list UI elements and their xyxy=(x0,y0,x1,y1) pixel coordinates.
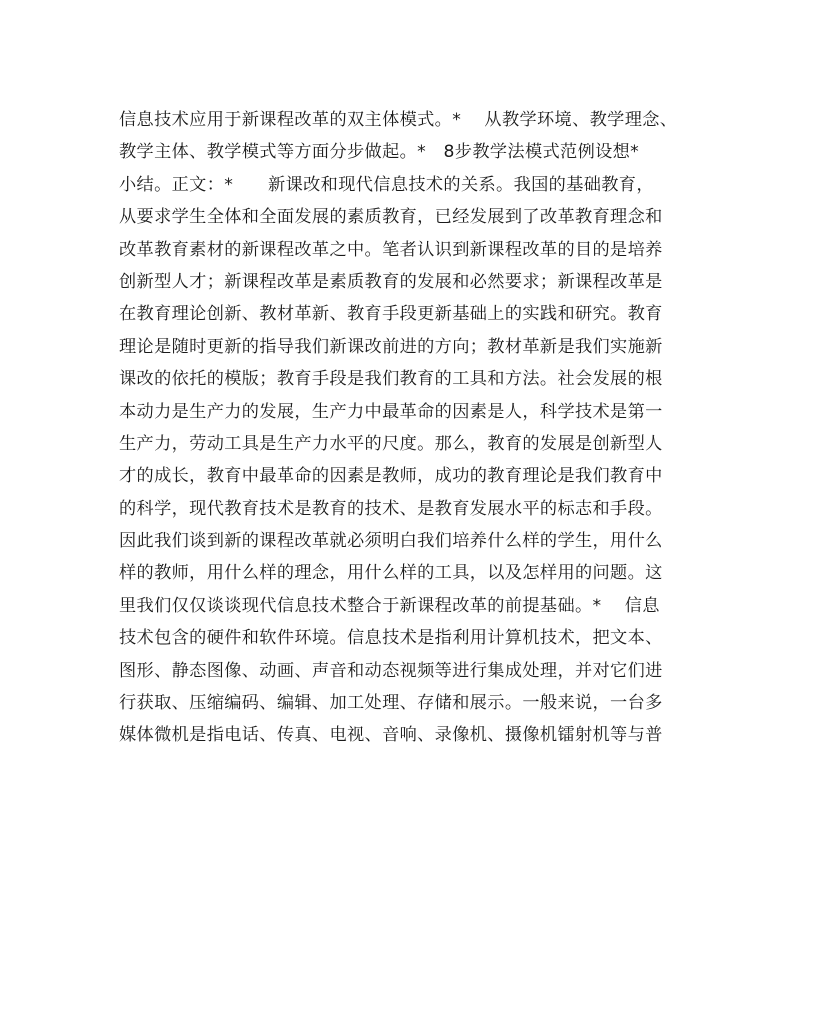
text-line: 样的教师，用什么样的理念，用什么样的工具，以及怎样用的问题。这 xyxy=(119,563,663,584)
text-line: 创新型人才；新课程改革是素质教育的发展和必然要求；新课程改革是 xyxy=(119,271,663,292)
body-text xyxy=(119,104,709,752)
text-line: 本动力是生产力的发展，生产力中最革命的因素是人，科学技术是第一 xyxy=(119,401,663,422)
text-line: 理论是随时更新的指导我们新课改前进的方向；教材革新是我们实施新 xyxy=(119,336,663,357)
text-line: 图形、静态图像、动画、声音和动态视频等进行集成处理，并对它们进 xyxy=(119,660,663,681)
text-line: 生产力，劳动工具是生产力水平的尺度。那么，教育的发展是创新型人 xyxy=(119,433,663,454)
text-line: 课改的依托的模版；教育手段是我们教育的工具和方法。社会发展的根 xyxy=(119,369,663,390)
text-line: 因此我们谈到新的课程改革就必须明白我们培养什么样的学生，用什么 xyxy=(119,531,663,552)
text-line: 小结。正文：* 新课改和现代信息技术的关系。我国的基础教育， xyxy=(119,174,654,195)
text-line: 教学主体、教学模式等方面分步做起。* 8步教学法模式范例设想* xyxy=(119,142,640,163)
text-line: 信息技术应用于新课程改革的双主体模式。* 从教学环境、教学理念、 xyxy=(119,110,678,130)
text-line: 里我们仅仅谈谈现代信息技术整合于新课程改革的前提基础。* 信息 xyxy=(119,595,660,616)
text-line: 媒体微机是指电话、传真、电视、音响、录像机、摄像机镭射机等与普 xyxy=(119,725,663,746)
text-line: 改革教育素材的新课程改革之中。笔者认识到新课程改革的目的是培养 xyxy=(119,239,663,260)
text-line: 从要求学生全体和全面发展的素质教育，已经发展到了改革教育理念和 xyxy=(119,207,663,228)
text-line: 行获取、压缩编码、编辑、加工处理、存储和展示。一般来说，一台多 xyxy=(119,693,663,714)
text-line: 才的成长，教育中最革命的因素是教师，成功的教育理论是我们教育中 xyxy=(119,466,663,487)
text-line: 的科学，现代教育技术是教育的技术、是教育发展水平的标志和手段。 xyxy=(119,498,663,519)
text-line: 技术包含的硬件和软件环境。信息技术是指利用计算机技术，把文本、 xyxy=(119,628,663,649)
text-line: 在教育理论创新、教材革新、教育手段更新基础上的实践和研究。教育 xyxy=(119,304,663,325)
